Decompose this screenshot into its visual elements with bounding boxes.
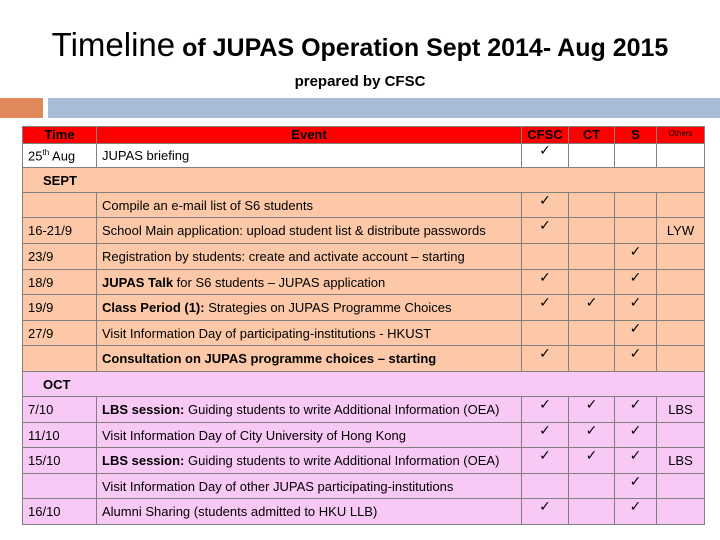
check-icon: ✓ <box>539 345 551 361</box>
check-icon: ✓ <box>585 447 598 463</box>
table-row: 16/10 Alumni Sharing (students admitted to HKU LLB) ✓ ✓ <box>23 499 705 525</box>
table-row <box>23 346 705 372</box>
check-icon: ✓ <box>539 143 551 158</box>
check-icon: ✓ <box>539 396 551 412</box>
section-row-oct <box>23 372 705 397</box>
table-row: 19/9 Class Period (1): Strategies on JUPAS Programme Choices ✓ ✓ ✓ <box>23 295 705 321</box>
title-main: Timeline <box>51 26 176 63</box>
title-rest: of JUPAS Operation Sept 2014- Aug 2015 <box>175 34 669 62</box>
check-icon: ✓ <box>585 422 598 438</box>
others-cell: LBS <box>657 448 705 474</box>
event-cell: LBS session: Guiding students to write Additional Information (OEA) <box>97 397 522 423</box>
check-icon: ✓ <box>539 447 551 463</box>
event-cell: JUPAS briefing <box>97 144 522 168</box>
ct-cell <box>569 144 615 168</box>
timeline-table <box>22 126 705 525</box>
table-row: 11/10 Visit Information Day of City University of Hong Kong ✓ ✓ ✓ <box>23 423 705 448</box>
event-cell: Compile an e-mail list of S6 students <box>97 193 522 218</box>
check-icon: ✓ <box>629 447 642 463</box>
check-icon: ✓ <box>629 269 642 285</box>
check-icon: ✓ <box>629 320 642 336</box>
table-row: 18/9 JUPAS Talk for S6 students – JUPAS application ✓ ✓ <box>23 270 705 295</box>
check-icon: ✓ <box>539 498 551 514</box>
header-others: Others <box>657 127 705 144</box>
check-icon: ✓ <box>539 294 551 310</box>
check-icon: ✓ <box>629 473 642 489</box>
header-event: Event <box>97 127 522 144</box>
check-icon: ✓ <box>585 396 598 412</box>
event-cell: Alumni Sharing (students admitted to HKU LLB) <box>97 499 522 525</box>
others-cell <box>657 144 705 168</box>
s-cell <box>615 144 657 168</box>
check-icon: ✓ <box>585 294 598 310</box>
check-icon: ✓ <box>629 422 642 438</box>
table-row: 23/9 Registration by students: create and activate account – starting ✓ <box>23 244 705 270</box>
event-cell: School Main application: upload student list & distribute passwords <box>97 218 522 244</box>
section-label-oct: OCT <box>23 372 705 397</box>
table-row: 27/9 Visit Information Day of participating-institutions - HKUST ✓ <box>23 321 705 346</box>
table-row <box>23 193 705 218</box>
event-cell: Class Period (1): Strategies on JUPAS Programme Choices <box>97 295 522 321</box>
cfsc-cell <box>522 144 569 168</box>
accent-bar-blue <box>48 98 720 118</box>
event-cell: LBS session: Guiding students to write Additional Information (OEA) <box>97 448 522 474</box>
event-cell: Consultation on JUPAS programme choices – starting <box>97 346 522 372</box>
check-icon: ✓ <box>539 217 551 233</box>
event-cell: Visit Information Day of participating-institutions - HKUST <box>97 321 522 346</box>
section-label-sept: SEPT <box>23 168 705 193</box>
check-icon: ✓ <box>539 192 551 208</box>
table-row: 16-21/9 School Main application: upload student list & distribute passwords ✓ LYW <box>23 218 705 244</box>
table-row: 7/10 LBS session: Guiding students to write Additional Information (OEA) ✓ ✓ ✓ LBS <box>23 397 705 423</box>
header-time: Time <box>23 127 97 144</box>
check-icon: ✓ <box>629 294 642 310</box>
check-icon: ✓ <box>629 498 642 514</box>
accent-bar-orange <box>0 98 43 118</box>
check-icon: ✓ <box>629 396 642 412</box>
event-cell: Visit Information Day of City University of Hong Kong <box>97 423 522 448</box>
table-row <box>23 474 705 499</box>
header-ct: CT <box>569 127 615 144</box>
time-cell: 25th Aug <box>23 144 97 168</box>
table-row <box>23 144 705 168</box>
others-cell: LYW <box>657 218 705 244</box>
check-icon: ✓ <box>629 345 642 361</box>
check-icon: ✓ <box>629 243 642 259</box>
header-cfsc: CFSC <box>522 127 569 144</box>
header-s: S <box>615 127 657 144</box>
slide-title <box>0 26 720 64</box>
event-cell: Visit Information Day of other JUPAS participating-institutions <box>97 474 522 499</box>
table-header-row <box>23 127 705 144</box>
check-icon: ✓ <box>539 422 551 438</box>
section-row-sept <box>23 168 705 193</box>
event-cell: Registration by students: create and activate account – starting <box>97 244 522 270</box>
table-row: 15/10 LBS session: Guiding students to write Additional Information (OEA) ✓ ✓ ✓ LBS <box>23 448 705 474</box>
check-icon: ✓ <box>539 269 551 285</box>
event-cell: JUPAS Talk for S6 students – JUPAS application <box>97 270 522 295</box>
slide-subtitle: prepared by CFSC <box>294 73 426 90</box>
others-cell: LBS <box>657 397 705 423</box>
